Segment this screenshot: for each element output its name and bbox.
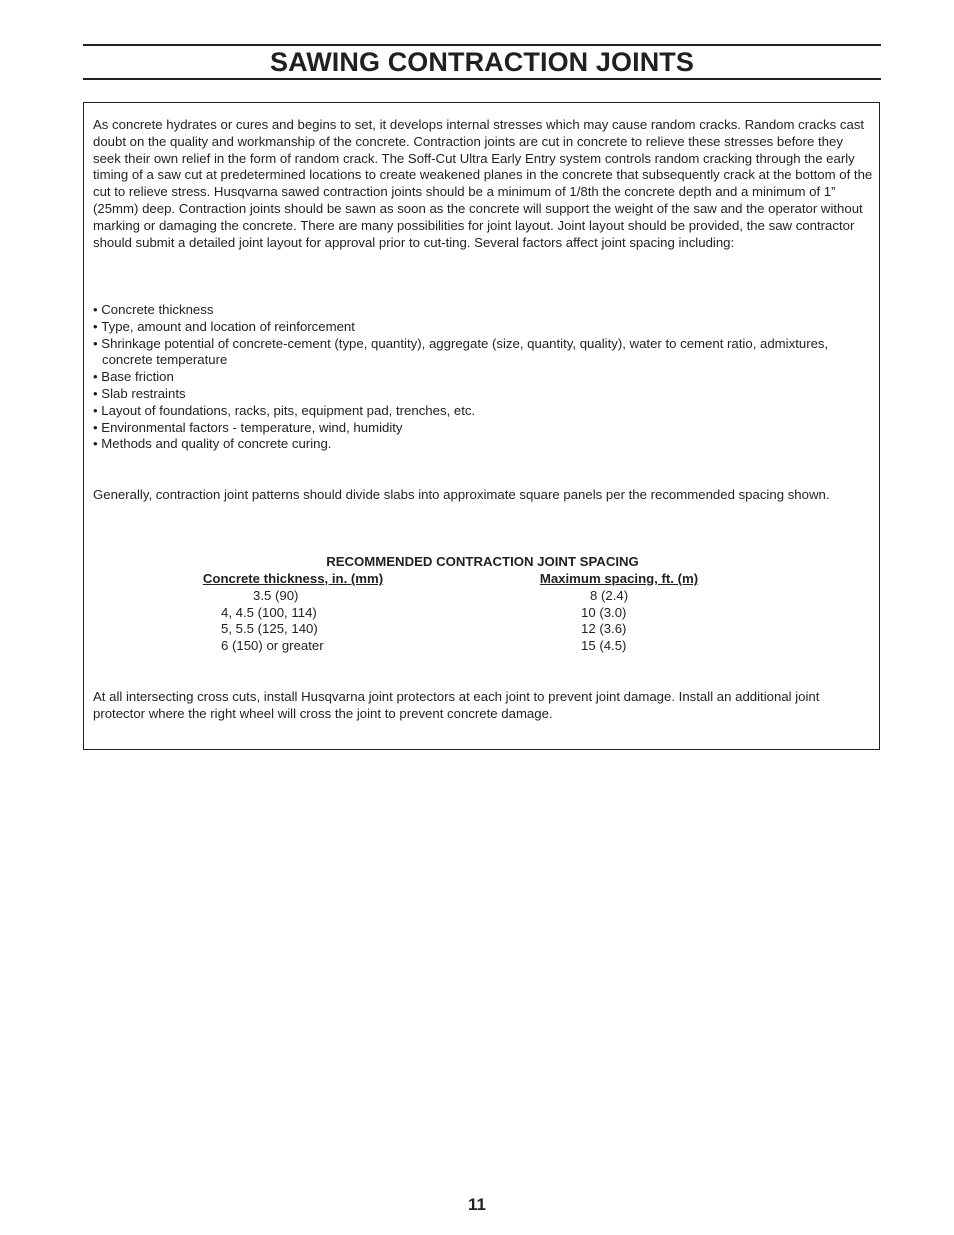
closing-paragraph: At all intersecting cross cuts, install Husqvarna joint protectors at each joint to prevent joint damage. Install an additional joint protector where the right wheel will cross the joint to prevent concrete damage. — [93, 689, 820, 721]
table-cell: 10 (3.0) — [581, 604, 627, 620]
page-number: 11 — [468, 1195, 486, 1214]
general-paragraph: Generally, contraction joint patterns should divide slabs into approximate square panels per the recommended spacing shown. — [93, 487, 830, 502]
table-cell: 6 (150) or greater — [221, 638, 324, 654]
table-cell: 4, 4.5 (100, 114) — [221, 604, 317, 620]
table-cell: 8 (2.4) — [590, 587, 629, 603]
list-item: • Concrete thickness — [93, 302, 873, 319]
list-item: • Layout of foundations, racks, pits, equipment pad, trenches, etc. — [93, 403, 873, 420]
factors-list — [93, 302, 873, 453]
column-header-thickness: Concrete thickness, in. (mm) — [202, 571, 384, 586]
list-item: • Type, amount and location of reinforcement — [93, 319, 873, 336]
table-cell: 12 (3.6) — [581, 621, 627, 637]
list-item: • Shrinkage potential of concrete-cement (type, quantity), aggregate (size, quantity, quality), water to cement ratio, admixtures, concrete temperature — [93, 336, 873, 370]
page-title: SAWING CONTRACTION JOINTS — [269, 47, 694, 77]
title-bottom-rule — [83, 78, 881, 80]
intro-paragraph: As concrete hydrates or cures and begins to set, it develops internal stresses which may cause random cracks. Random cracks cast doubt on the quality and workmanship of the concrete. Contraction joints are cut in concrete to relieve these stresses before they seek their own relief in the form of random crack. The Soff-Cut Ultra Early Entry system controls random cracking through the early timing of a saw cut at predetermined locations to create weakened planes in the concrete that subsequently crack at the bottom of the cut to relieve stress. Husqvarna sawed contraction joints should be a minimum of 1/8th the concrete depth and a minimum of 1” (25mm) deep. Contraction joints should be sawn as soon as the concrete will support the weight of the saw and the operator without marking or damaging the concrete. There are many possibilities for joint layout. Joint layout should be provided, the saw contractor should submit a detailed joint layout for approval prior to cut-ting. Several factors affect joint spacing including: — [93, 117, 873, 250]
list-item: • Environmental factors - temperature, wind, humidity — [93, 420, 873, 437]
list-item: • Slab restraints — [93, 386, 873, 403]
table-cell: 5, 5.5 (125, 140) — [221, 621, 318, 637]
column-header-spacing: Maximum spacing, ft. (m) — [539, 571, 699, 586]
spacing-table-title: RECOMMENDED CONTRACTION JOINT SPACING — [326, 554, 639, 569]
content-box — [83, 102, 880, 750]
thickness-column — [197, 571, 389, 655]
spacing-column — [534, 571, 704, 655]
table-cell: 15 (4.5) — [581, 638, 627, 654]
list-item: • Methods and quality of concrete curing. — [93, 436, 873, 453]
list-item: • Base friction — [93, 369, 873, 386]
table-cell: 3.5 (90) — [253, 587, 299, 603]
